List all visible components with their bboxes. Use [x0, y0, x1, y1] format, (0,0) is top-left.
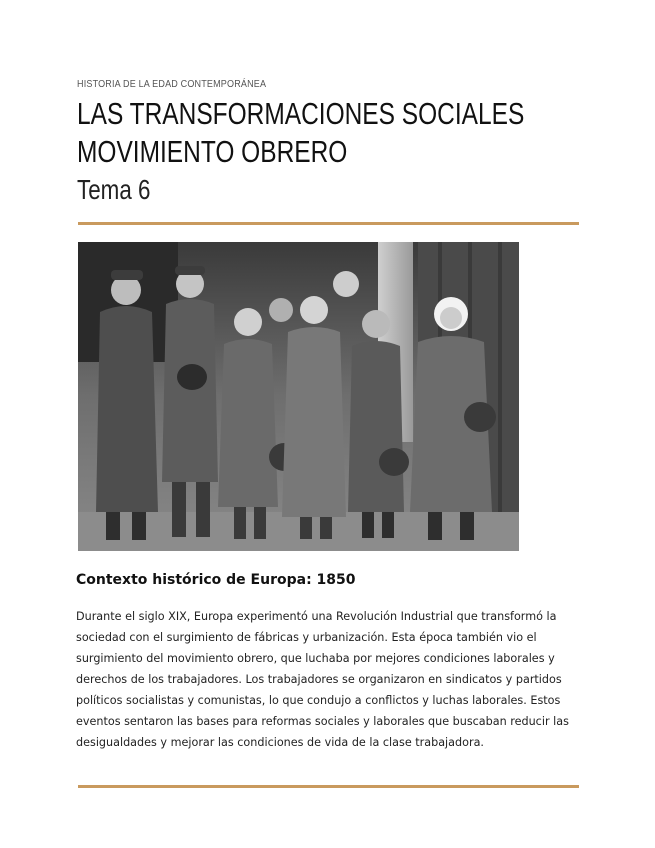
top-divider: [78, 222, 579, 225]
section-body: Durante el siglo XIX, Europa experimentó una Revolución Industrial que transformó la sociedad con el surgimiento de fábricas y urbanización. Esta época también vio el surgimiento del movimiento obrero, que luchaba por mejores condiciones laborales y derechos de los trabajadores. Los trabajadores se organizaron en sindicatos y partidos políticos socialistas y comunistas, lo que condujo a conflictos y luchas laborales. Estos eventos sentaron las bases para reformas sociales y laborales que buscaban reducir las desigualdades y mejorar las condiciones de vida de la clase trabajadora.: [76, 610, 569, 749]
page-title: LAS TRANSFORMACIONES SOCIALES MOVIMIENTO OBRERO: [77, 96, 525, 169]
course-kicker: HISTORIA DE LA EDAD CONTEMPORÁNEA: [77, 78, 267, 90]
historical-photo: [78, 242, 519, 551]
section-heading: Contexto histórico de Europa: 1850: [76, 572, 356, 588]
page-subtitle: Tema 6: [77, 174, 151, 205]
bottom-divider: [78, 785, 579, 788]
